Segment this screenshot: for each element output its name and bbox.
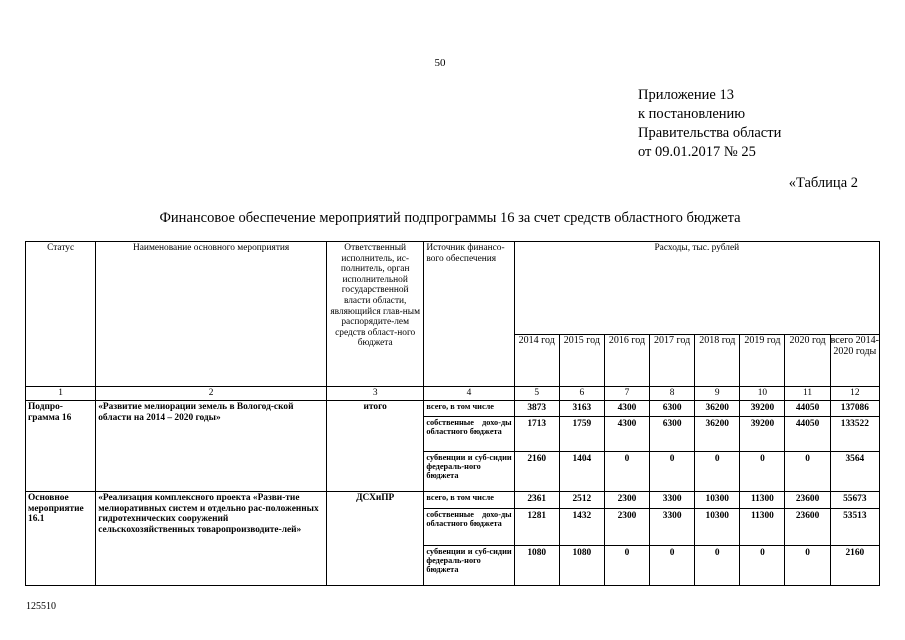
header-year: 2018 год (695, 335, 740, 387)
header-year: 2015 год (559, 335, 604, 387)
document-title: Финансовое обеспечение мероприятий подпрограммы 16 за счет средств областного бюджета (159, 210, 741, 226)
value-cell: 1713 (514, 417, 559, 452)
total-cell: 3564 (830, 452, 879, 492)
value-cell: 2300 (604, 492, 649, 509)
value-cell: 0 (604, 546, 649, 586)
header-name: Наименование основного мероприятия (96, 242, 327, 387)
table-reference: «Таблица 2 (788, 175, 858, 191)
column-number: 8 (650, 387, 695, 401)
value-cell: 11300 (740, 509, 785, 546)
page-number: 50 (434, 57, 446, 69)
column-number: 4 (424, 387, 514, 401)
value-cell: 1404 (559, 452, 604, 492)
value-cell: 4300 (604, 401, 649, 417)
value-cell: 3163 (559, 401, 604, 417)
value-cell: 1080 (559, 546, 604, 586)
value-cell: 0 (740, 546, 785, 586)
value-cell: 2361 (514, 492, 559, 509)
column-number: 7 (604, 387, 649, 401)
value-cell: 0 (785, 546, 830, 586)
value-cell: 23600 (785, 509, 830, 546)
total-cell: 55673 (830, 492, 879, 509)
header-year: 2017 год (650, 335, 695, 387)
source-cell: всего, в том числе (424, 492, 514, 509)
executor-cell: итого (327, 401, 424, 492)
column-number: 9 (695, 387, 740, 401)
source-cell: собственные дохо-ды областного бюджета (424, 417, 514, 452)
source-cell: всего, в том числе (424, 401, 514, 417)
measure-name-cell: «Развитие мелиорации земель в Вологод-ской области на 2014 – 2020 годы» (96, 401, 327, 492)
footer-code: 125510 (26, 601, 56, 612)
column-number: 1 (26, 387, 96, 401)
value-cell: 23600 (785, 492, 830, 509)
value-cell: 44050 (785, 417, 830, 452)
total-cell: 133522 (830, 417, 879, 452)
column-number: 6 (559, 387, 604, 401)
header-year: 2016 год (604, 335, 649, 387)
executor-cell: ДСХиПР (327, 492, 424, 586)
value-cell: 1281 (514, 509, 559, 546)
value-cell: 3300 (650, 509, 695, 546)
column-number: 5 (514, 387, 559, 401)
header-year: 2019 год (740, 335, 785, 387)
header-total: всего 2014-2020 годы (830, 335, 879, 387)
column-number: 3 (327, 387, 424, 401)
value-cell: 0 (604, 452, 649, 492)
value-cell: 10300 (695, 509, 740, 546)
header-status: Статус (26, 242, 96, 387)
measure-name-cell: «Реализация комплексного проекта «Разви-тие мелиоративных систем и отдельно рас-положенных гидротехнических сооружений сельскохозяйственных товаропроизводите-лей» (96, 492, 327, 586)
appendix-line: к постановлению (638, 106, 746, 122)
value-cell: 3873 (514, 401, 559, 417)
value-cell: 1759 (559, 417, 604, 452)
value-cell: 2160 (514, 452, 559, 492)
value-cell: 2300 (604, 509, 649, 546)
total-cell: 2160 (830, 546, 879, 586)
value-cell: 1432 (559, 509, 604, 546)
appendix-line: Правительства области (638, 125, 782, 141)
header-executor: Ответственный исполнитель, ис-полнитель, орган исполнительной государственной власти области, являющийся глав-ным распорядите-лем средств област-ного бюджета (327, 242, 424, 387)
column-number: 11 (785, 387, 830, 401)
header-year: 2020 год (785, 335, 830, 387)
value-cell: 1080 (514, 546, 559, 586)
table-row (26, 492, 880, 509)
value-cell: 0 (650, 452, 695, 492)
value-cell: 36200 (695, 401, 740, 417)
source-cell: собственные дохо-ды областного бюджета (424, 509, 514, 546)
value-cell: 6300 (650, 417, 695, 452)
appendix-line: от 09.01.2017 № 25 (638, 144, 756, 160)
status-cell: Основное мероприятие 16.1 (26, 492, 96, 586)
value-cell: 3300 (650, 492, 695, 509)
value-cell: 0 (695, 546, 740, 586)
value-cell: 0 (695, 452, 740, 492)
value-cell: 4300 (604, 417, 649, 452)
column-number: 10 (740, 387, 785, 401)
value-cell: 0 (650, 546, 695, 586)
source-cell: субвенции и суб-сидии федераль-ного бюджета (424, 452, 514, 492)
header-expenses: Расходы, тыс. рублей (514, 242, 879, 335)
funding-table (25, 241, 880, 586)
appendix-block (638, 86, 781, 162)
value-cell: 39200 (740, 401, 785, 417)
total-cell: 137086 (830, 401, 879, 417)
column-number: 2 (96, 387, 327, 401)
appendix-line: Приложение 13 (638, 87, 734, 103)
value-cell: 10300 (695, 492, 740, 509)
value-cell: 36200 (695, 417, 740, 452)
header-year: 2014 год (514, 335, 559, 387)
header-source: Источник финансо-вого обеспечения (424, 242, 514, 387)
source-cell: субвенции и суб-сидии федераль-ного бюджета (424, 546, 514, 586)
value-cell: 0 (785, 452, 830, 492)
value-cell: 44050 (785, 401, 830, 417)
value-cell: 6300 (650, 401, 695, 417)
value-cell: 11300 (740, 492, 785, 509)
value-cell: 0 (740, 452, 785, 492)
value-cell: 2512 (559, 492, 604, 509)
value-cell: 39200 (740, 417, 785, 452)
total-cell: 53513 (830, 509, 879, 546)
table-row (26, 401, 880, 417)
status-cell: Подпро-грамма 16 (26, 401, 96, 492)
column-number: 12 (830, 387, 879, 401)
